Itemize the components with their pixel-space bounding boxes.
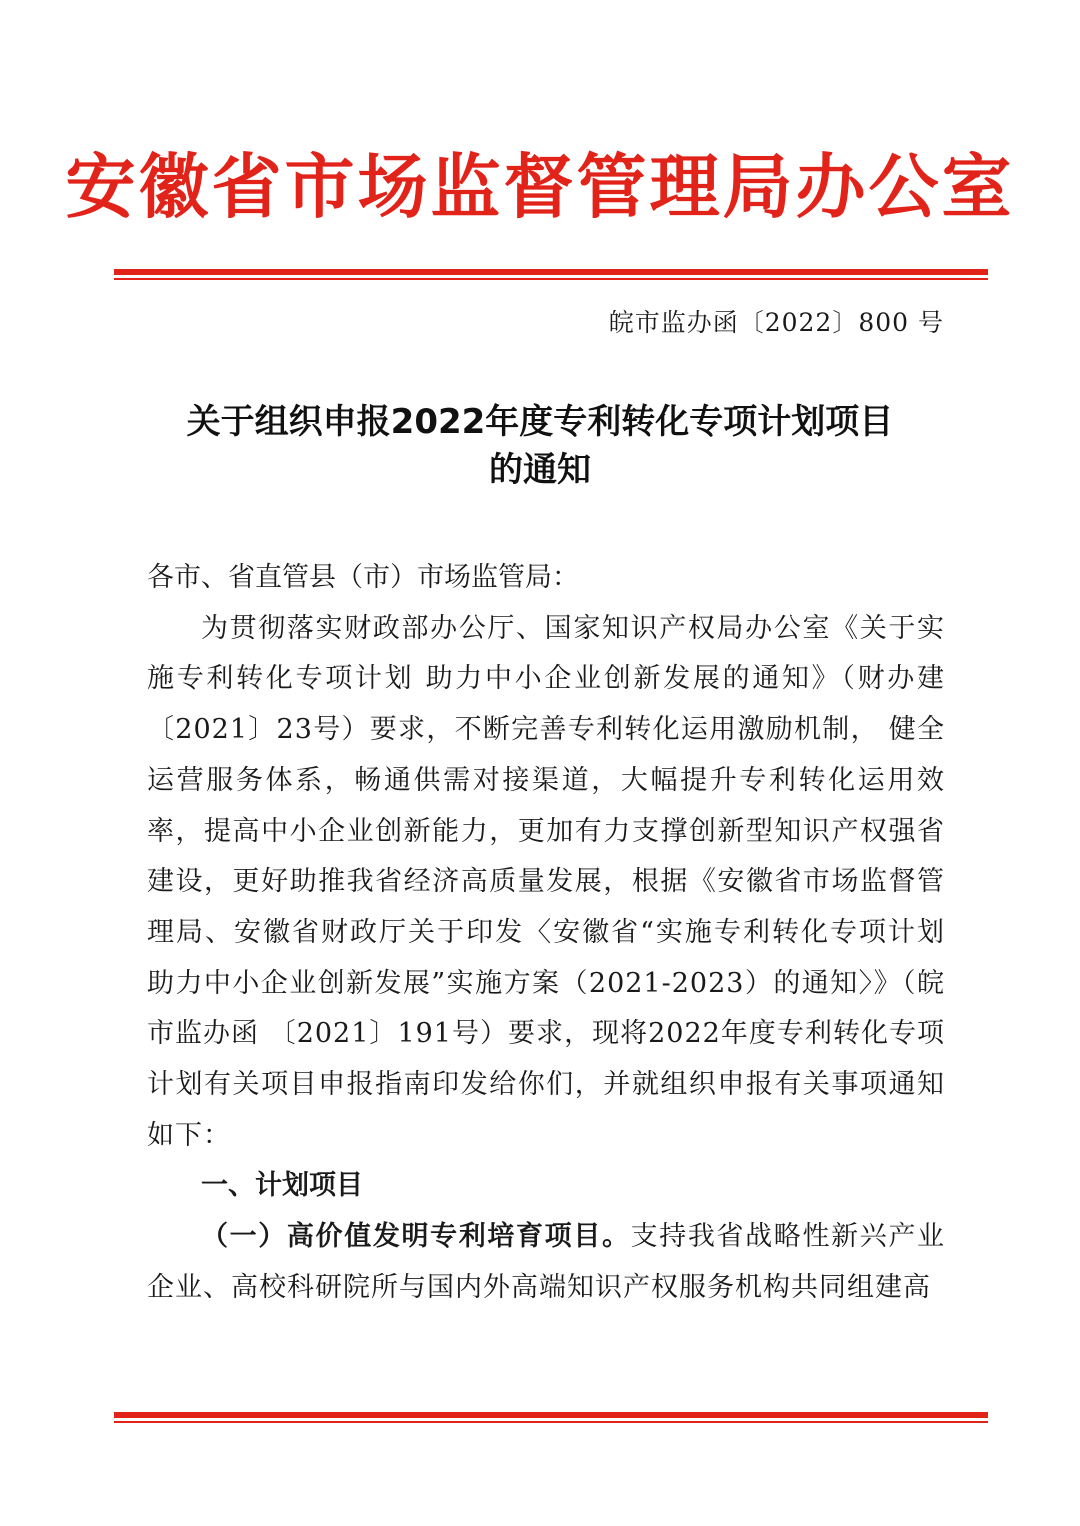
item-1-text: 支持我省战略性新兴产业企业、高校科研院所与国内外高端知识产权服务机构共同组建高: [147, 1221, 946, 1303]
header-divider-thick: [114, 269, 988, 275]
footer-divider-thin: [114, 1421, 988, 1423]
document-title-line-2: 的通知: [489, 450, 591, 490]
paragraph-intro: 为贯彻落实财政部办公厅、国家知识产权局办公室《关于实施专利转化专项计划 助力中小企业创新发展的通知》（财办建〔2021〕23号）要求，不断完善专利转化运用激励机制， 健全运营服务体系，畅通供需对接渠道，大幅提升专利转化运用效率，提高中小企业创新能力，更加有力支撑创新型知识产权强省建设，更好助推我省经济高质量发展，根据《安徽省市场监督管理局、安徽省财政厅关于印发〈安徽省“实施专利转化专项计划 助力中小企业创新发展”实施方案（2021-2023）的通知〉》（皖市监办函 〔2021〕191号）要求，现将2022年度专利转化专项计划有关项目申报指南印发给你们，并就组织申报有关事项通知如下：: [147, 612, 945, 1151]
paragraph-item-1: [147, 1212, 945, 1313]
document-body: [147, 553, 945, 1314]
document-title-line-1: 关于组织申报2022年度专利转化专项计划项目: [186, 402, 894, 442]
header-divider-thin: [114, 278, 988, 280]
document-number: 皖市监办函〔2022〕800 号: [608, 308, 944, 337]
footer-divider-thick: [114, 1412, 988, 1418]
header-divider: [114, 269, 988, 280]
salutation: 各市、省直管县（市）市场监管局：: [147, 562, 579, 593]
issuer-title: 安徽省市场监督管理局办公室: [65, 146, 1015, 228]
footer-divider: [114, 1412, 988, 1423]
section-heading-1: 一、计划项目: [201, 1170, 363, 1202]
document-title: [0, 398, 1080, 494]
item-1-lead: （一）高价值发明专利培育项目。: [201, 1221, 631, 1253]
